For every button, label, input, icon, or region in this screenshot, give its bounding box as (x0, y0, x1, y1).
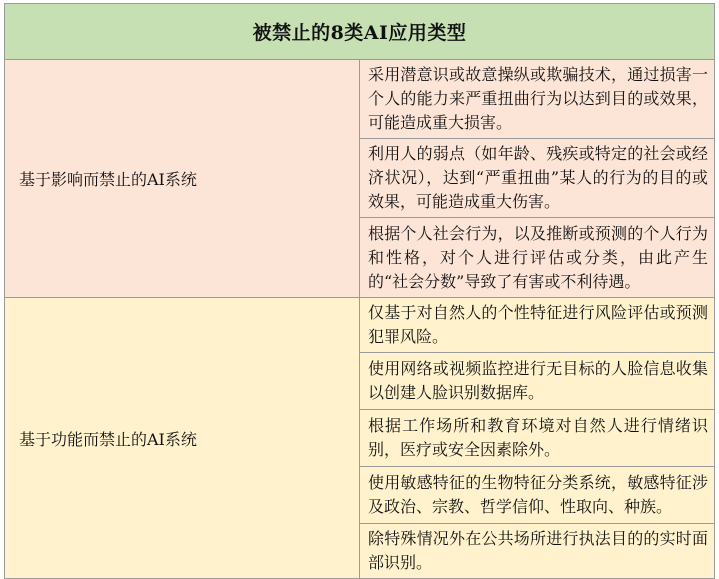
desc-item-8: 除特殊情况外在公共场所进行执法目的的实时面部识别。 (360, 524, 715, 579)
desc-item-2: 利用人的弱点（如年龄、残疾或特定的社会或经济状况），达到“严重扭曲”某人的行为的目的或效果，可能造成重大伤害。 (360, 139, 715, 218)
table-row (5, 60, 715, 139)
desc-item-5: 使用网络或视频监控进行无目标的人脸信息收集以创建人脸识别数据库。 (360, 353, 715, 410)
desc-item-1: 采用潜意识或故意操纵或欺骗技术，通过损害一个人的能力来严重扭曲行为以达到目的或效果，可能造成重大损害。 (360, 60, 715, 139)
desc-item-4: 仅基于对自然人的个性特征进行风险评估或预测犯罪风险。 (360, 298, 715, 353)
category-impact-based: 基于影响而禁止的AI系统 (5, 60, 360, 298)
title-row (5, 4, 715, 60)
desc-item-3: 根据个人社会行为，以及推断或预测的个人行为和性格，对个人进行评估或分类，由此产生的“社会分数”导致了有害或不利待遇。 (360, 218, 715, 298)
prohibited-ai-table (4, 3, 715, 579)
table-title: 被禁止的8类AI应用类型 (5, 4, 715, 60)
category-function-based: 基于功能而禁止的AI系统 (5, 298, 360, 579)
prohibited-ai-table-container (4, 3, 715, 572)
desc-item-7: 使用敏感特征的生物特征分类系统，敏感特征涉及政治、宗教、哲学信仰、性取向、种族。 (360, 467, 715, 524)
desc-item-6: 根据工作场所和教育环境对自然人进行情绪识别，医疗或安全因素除外。 (360, 410, 715, 467)
table-row (5, 298, 715, 353)
